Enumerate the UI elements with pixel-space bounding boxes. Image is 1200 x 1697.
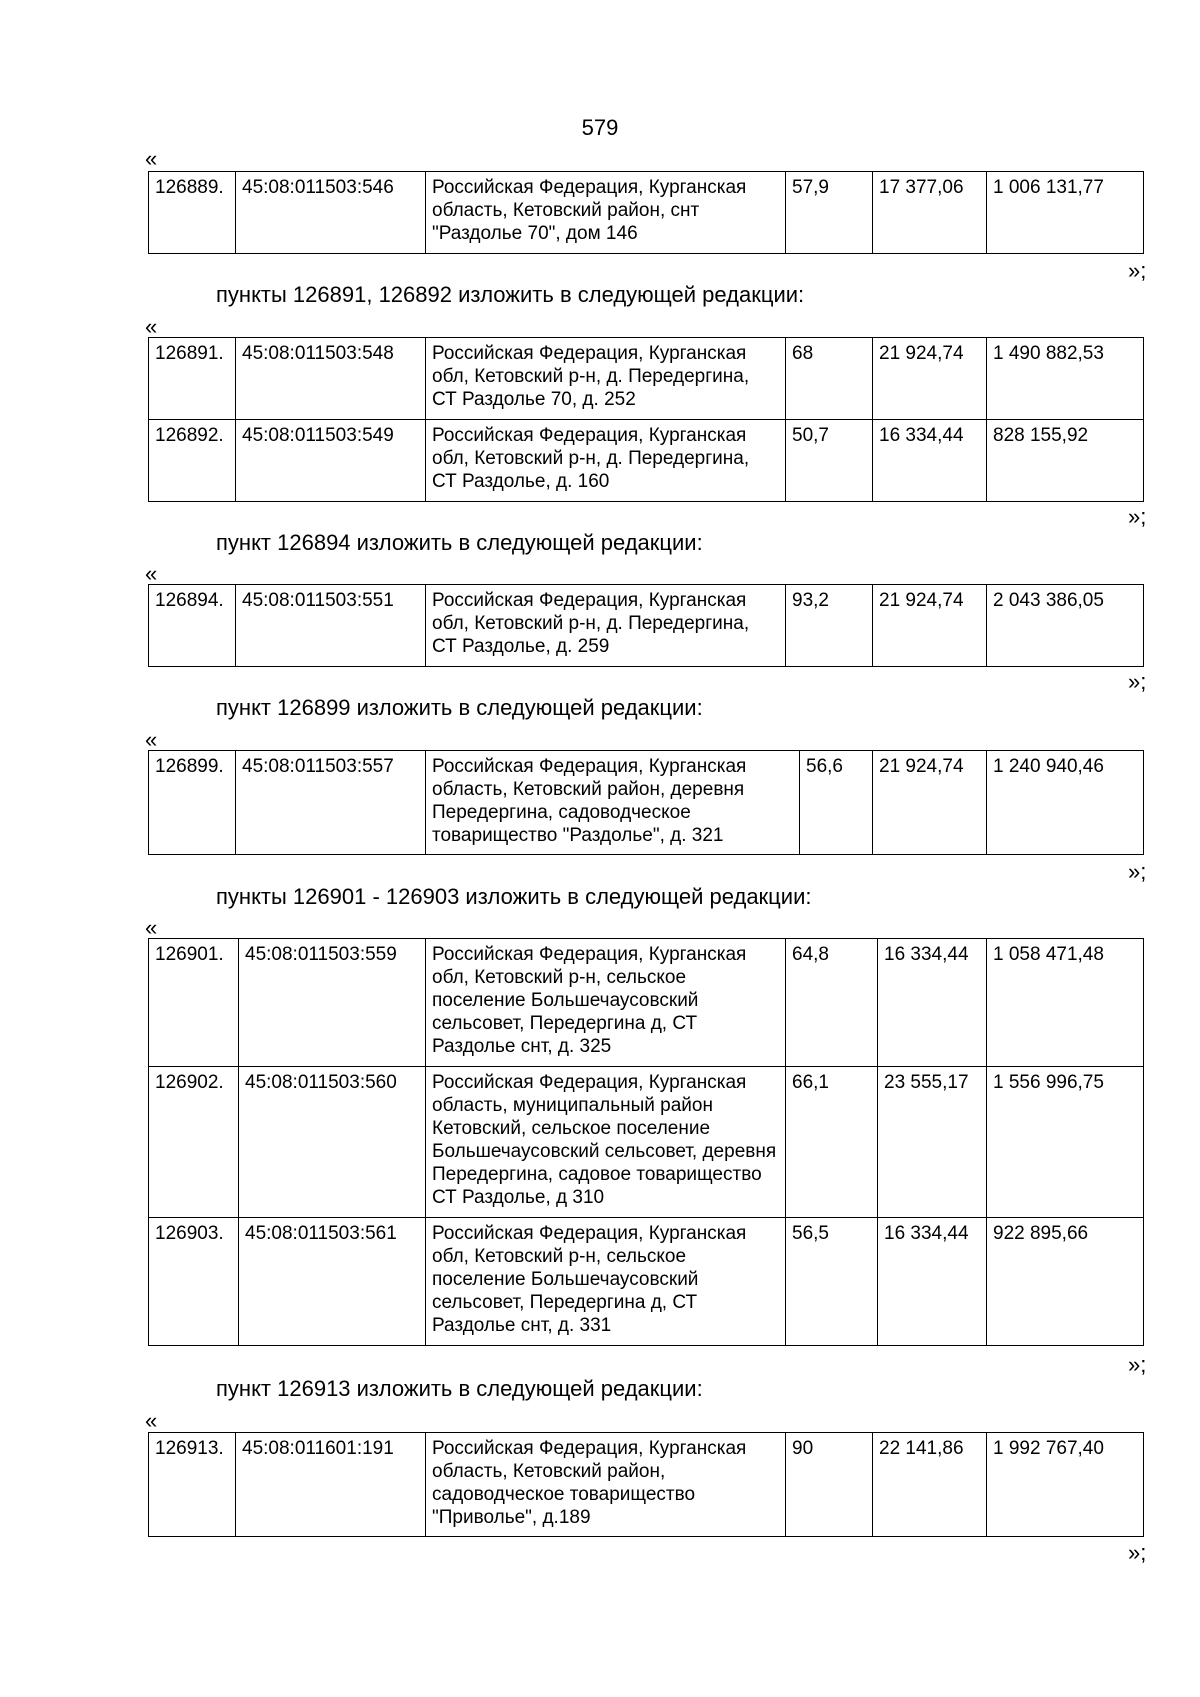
- cadastral-value: 1 240 940,46: [987, 751, 1144, 855]
- cadastral-value: 1 058 471,48: [987, 939, 1144, 1067]
- close-quote: »;: [1128, 669, 1147, 694]
- cadastral-number: 45:08:011601:191: [236, 1433, 426, 1537]
- area: 56,5: [786, 1218, 878, 1346]
- cadastral-value: 2 043 386,05: [987, 585, 1144, 667]
- close-quote: »;: [1128, 1352, 1147, 1377]
- cadastral-number: 45:08:011503:551: [236, 585, 426, 667]
- row-number: 126899.: [149, 751, 236, 855]
- rate: 21 924,74: [873, 751, 987, 855]
- area: 56,6: [800, 751, 873, 855]
- area: 50,7: [786, 420, 873, 502]
- cadastral-number: 45:08:011503:559: [239, 939, 426, 1067]
- cadastral-number: 45:08:011503:560: [239, 1067, 426, 1218]
- address: Российская Федерация, Курганская область, Кетовский район, деревня Передергина, садоводческое товарищество "Раздолье", д. 321: [426, 751, 800, 855]
- row-number: 126903.: [149, 1218, 239, 1346]
- rate: 21 924,74: [873, 338, 987, 420]
- address: Российская Федерация, Курганская обл, Кетовский р-н, сельское поселение Большечаусовский сельсовет, Передергина д, СТ Раздолье снт, д. 331: [426, 1218, 786, 1346]
- rate: 16 334,44: [878, 1218, 987, 1346]
- table-row: [149, 1067, 1144, 1218]
- open-quote: «: [145, 146, 158, 171]
- table-row: [149, 420, 1144, 502]
- cadastral-number: 45:08:011503:549: [236, 420, 426, 502]
- cadastral-value: 922 895,66: [987, 1218, 1144, 1346]
- entry-table: [148, 584, 1144, 667]
- instruction-text: пункты 126891, 126892 изложить в следующей редакции:: [216, 282, 805, 307]
- cadastral-value: 1 556 996,75: [987, 1067, 1144, 1218]
- instruction-text: пункт 126899 изложить в следующей редакции:: [216, 695, 703, 720]
- address: Российская Федерация, Курганская область, муниципальный район Кетовский, сельское поселение Большечаусовский сельсовет, деревня Передергина, садовое товарищество СТ Раздолье, д 310: [426, 1067, 786, 1218]
- rate: 17 377,06: [873, 172, 987, 254]
- close-quote: »;: [1128, 504, 1147, 529]
- area: 57,9: [786, 172, 873, 254]
- address: Российская Федерация, Курганская область, Кетовский район, снт "Раздолье 70", дом 146: [426, 172, 786, 254]
- rate: 16 334,44: [873, 420, 987, 502]
- area: 93,2: [786, 585, 873, 667]
- address: Российская Федерация, Курганская обл, Кетовский р-н, д. Передергина, СТ Раздолье 70, д. 252: [426, 338, 786, 420]
- close-quote: »;: [1128, 859, 1147, 884]
- cadastral-value: 828 155,92: [987, 420, 1144, 502]
- address: Российская Федерация, Курганская область, Кетовский район, садоводческое товарищество "Приволье", д.189: [426, 1433, 786, 1537]
- rate: 16 334,44: [878, 939, 987, 1067]
- entry-table: [148, 1432, 1144, 1537]
- address: Российская Федерация, Курганская обл, Кетовский р-н, д. Передергина, СТ Раздолье, д. 160: [426, 420, 786, 502]
- open-quote: «: [145, 1408, 158, 1433]
- table-row: [149, 751, 1144, 855]
- cadastral-number: 45:08:011503:557: [236, 751, 426, 855]
- cadastral-number: 45:08:011503:548: [236, 338, 426, 420]
- table-row: [149, 585, 1144, 667]
- area: 68: [786, 338, 873, 420]
- open-quote: «: [145, 727, 158, 752]
- cadastral-value: 1 490 882,53: [987, 338, 1144, 420]
- row-number: 126901.: [149, 939, 239, 1067]
- entry-table: [148, 337, 1144, 502]
- area: 64,8: [786, 939, 878, 1067]
- instruction-text: пункт 126894 изложить в следующей редакции:: [216, 530, 703, 555]
- table-row: [149, 939, 1144, 1067]
- area: 90: [786, 1433, 873, 1537]
- open-quote: «: [145, 915, 158, 940]
- cadastral-number: 45:08:011503:546: [236, 172, 426, 254]
- open-quote: «: [145, 561, 158, 586]
- row-number: 126913.: [149, 1433, 236, 1537]
- row-number: 126894.: [149, 585, 236, 667]
- table-row: [149, 338, 1144, 420]
- cadastral-number: 45:08:011503:561: [239, 1218, 426, 1346]
- table-row: [149, 1433, 1144, 1537]
- entry-table: [148, 750, 1144, 855]
- cadastral-value: 1 992 767,40: [987, 1433, 1144, 1537]
- row-number: 126902.: [149, 1067, 239, 1218]
- table-row: [149, 172, 1144, 254]
- row-number: 126891.: [149, 338, 236, 420]
- entry-table: [148, 171, 1144, 254]
- address: Российская Федерация, Курганская обл, Кетовский р-н, д. Передергина, СТ Раздолье, д. 259: [426, 585, 786, 667]
- area: 66,1: [786, 1067, 878, 1218]
- rate: 23 555,17: [878, 1067, 987, 1218]
- page-number: 579: [581, 115, 619, 140]
- address: Российская Федерация, Курганская обл, Кетовский р-н, сельское поселение Большечаусовский сельсовет, Передергина д, СТ Раздолье снт, д. 325: [426, 939, 786, 1067]
- close-quote: »;: [1128, 258, 1147, 283]
- instruction-text: пункты 126901 - 126903 изложить в следующей редакции:: [216, 884, 812, 909]
- table-row: [149, 1218, 1144, 1346]
- rate: 22 141,86: [873, 1433, 987, 1537]
- open-quote: «: [145, 314, 158, 339]
- close-quote: »;: [1128, 1540, 1147, 1565]
- instruction-text: пункт 126913 изложить в следующей редакции:: [216, 1376, 703, 1401]
- entry-table: [148, 938, 1144, 1346]
- row-number: 126892.: [149, 420, 236, 502]
- rate: 21 924,74: [873, 585, 987, 667]
- row-number: 126889.: [149, 172, 236, 254]
- cadastral-value: 1 006 131,77: [987, 172, 1144, 254]
